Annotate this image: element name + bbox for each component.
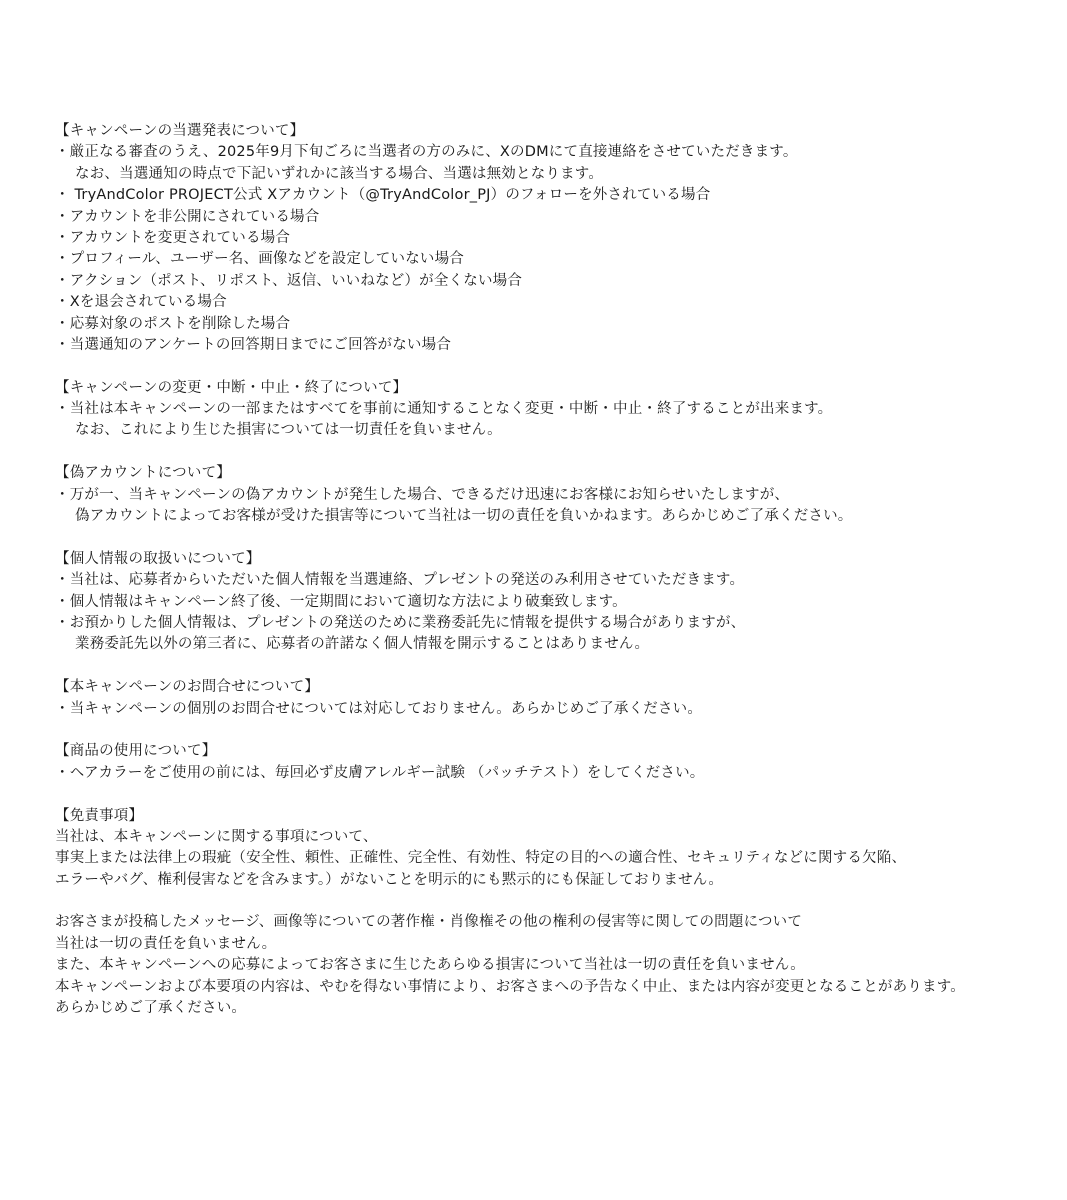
paragraph-line: お客さまが投稿したメッセージ、画像等についての著作権・肖像権その他の権利の侵害等に関しての問題について [55,914,803,931]
terms-section [55,378,1055,442]
paragraph-line: あらかじめご了承ください。 [55,1000,247,1017]
bullet-item: ・万が一、当キャンペーンの偽アカウントが発生した場合、できるだけ迅速にお客様にお知らせいたしますが、 [55,486,790,503]
terms-section [55,741,1055,784]
section-spacer [55,720,1055,741]
bullet-item: ・アクション（ポスト、リポスト、返信、いいねなど）が全くない場合 [55,272,523,289]
continuation-line: なお、これにより生じた損害については一切責任を負いません。 [75,422,502,439]
section-spacer [55,356,1055,377]
bullet-item: ・当社は、応募者からいただいた個人情報を当選連絡、プレゼントの発送のみ利用させていただきます。 [55,572,745,589]
bullet-item: ・Xを退会されている場合 [55,294,227,311]
terms-section [55,121,1055,356]
bullet-item: ・厳正なる審査のうえ、2025年9月下旬ごろに当選者の方のみに、XのDMにて直接連絡をさせていただきます。 [55,144,798,161]
bullet-item: ・ TryAndColor PROJECT公式 Xアカウント（@TryAndColor_PJ）のフォローを外されている場合 [55,187,711,204]
bullet-item: ・アカウントを変更されている場合 [55,229,291,246]
paragraph-line: また、本キャンペーンへの応募によってお客さまに生じたあらゆる損害について当社は一切の責任を負いません。 [55,957,805,974]
bullet-item: ・アカウントを非公開にされている場合 [55,208,320,225]
paragraph-line: 本キャンペーンおよび本要項の内容は、やむを得ない事情により、お客さまへの予告なく中止、または内容が変更となることがあります。 [55,978,965,995]
bullet-item: ・当選通知のアンケートの回答期日までにご回答がない場合 [55,336,452,353]
continuation-line: なお、当選通知の時点で下記いずれかに該当する場合、当選は無効となります。 [75,165,604,182]
section-heading: 【個人情報の取扱いについて】 [55,550,261,567]
continuation-line: 業務委託先以外の第三者に、応募者の許諾なく個人情報を開示することはありません。 [75,636,650,653]
section-heading: 【本キャンペーンのお問合せについて】 [55,679,320,696]
paragraph-line: エラーやバグ、権利侵害などを含みます。）がないことを明示的にも黙示的にも保証しておりません。 [55,871,724,888]
terms-section [55,677,1055,720]
bullet-item: ・ヘアカラーをご使用の前には、毎回必ず皮膚アレルギー試験 （パッチテスト）をしてください。 [55,764,705,781]
section-heading: 【キャンペーンの当選発表について】 [55,123,305,139]
section-spacer [55,527,1055,548]
terms-section [55,549,1055,656]
section-spacer [55,784,1055,805]
paragraph-line: 当社は一切の責任を負いません。 [55,935,277,952]
bullet-item: ・応募対象のポストを削除した場合 [55,315,291,332]
section-spacer [55,442,1055,463]
section-heading: 【免責事項】 [55,807,144,824]
bullet-item: ・当キャンペーンの個別のお問合せについては対応しておりません。あらかじめご了承ください。 [55,700,703,717]
section-heading: 【キャンペーンの変更・中断・中止・終了について】 [55,379,408,396]
terms-section [55,463,1055,527]
bullet-item: ・当社は本キャンペーンの一部またはすべてを事前に通知することなく変更・中断・中止・終了することが出来ます。 [55,401,833,418]
terms-section [55,912,1055,1019]
paragraph-line: 事実上または法律上の瑕疵（安全性、頼性、正確性、完全性、有効性、特定の目的への適合性、セキュリティなどに関する欠陥、 [55,850,907,867]
campaign-terms-document [55,121,1055,1019]
paragraph-line: 当社は、本キャンペーンに関する事項について、 [55,828,378,845]
bullet-item: ・プロフィール、ユーザー名、画像などを設定していない場合 [55,251,464,268]
bullet-item: ・個人情報はキャンペーン終了後、一定期間において適切な方法により破棄致します。 [55,593,627,610]
section-heading: 【偽アカウントについて】 [55,465,231,482]
section-spacer [55,891,1055,912]
terms-section [55,806,1055,892]
bullet-item: ・お預かりした個人情報は、プレゼントの発送のために業務委託先に情報を提供する場合がありますが、 [55,614,746,631]
section-spacer [55,656,1055,677]
continuation-line: 偽アカウントによってお客様が受けた損害等について当社は一切の責任を負いかねます。あらかじめご了承ください。 [75,508,853,525]
section-heading: 【商品の使用について】 [55,743,217,760]
